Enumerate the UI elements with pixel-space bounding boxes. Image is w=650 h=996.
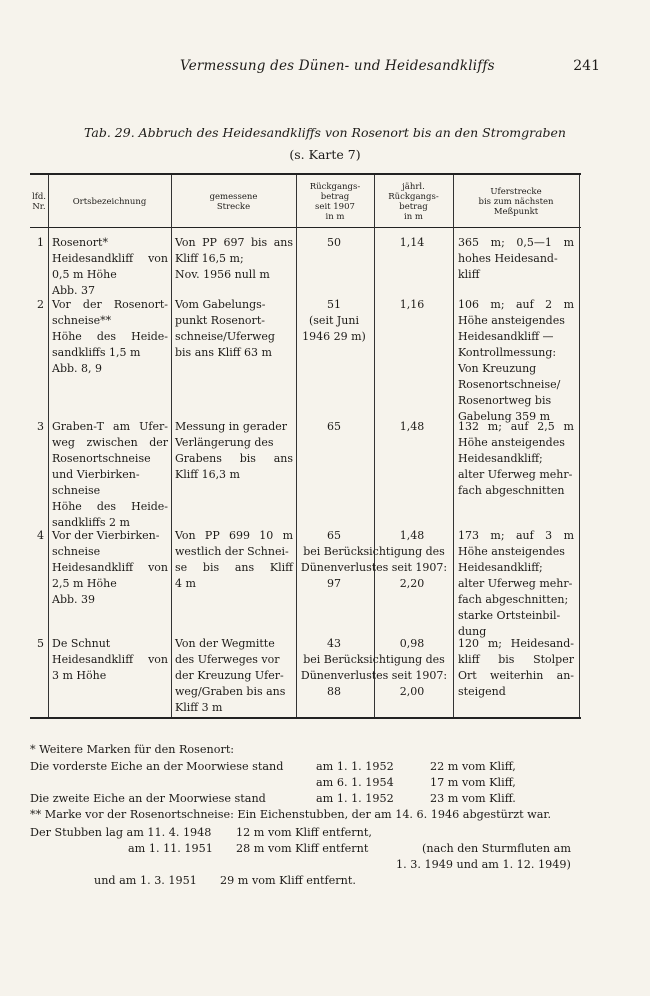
cell-rueckgang: 51 (seit Juni 1946 29 m) (302, 298, 366, 343)
row-number: 4 (37, 529, 44, 542)
cell-ortsbezeichnung: Graben-T am Ufer- weg zwischen der Rosenortschneise und Vierbirken- schneise Höhe des Heide- sandkliffs 2 m (52, 420, 168, 529)
footnote-line: und am 1. 3. 1951 29 m vom Kliff entfernt. (94, 874, 356, 887)
cell-jaehrlich: 1,48 (399, 420, 425, 433)
cell-uferstrecke: 173 m; auf 3 m Höhe ansteigendes Heidesandkliff; alter Uferweg mehr- fach abgeschnitten; starke Ortsteinbil- dung (458, 529, 574, 638)
cell-strecke: Vom Gabelungs- punkt Rosenort- schneise/Uferweg bis ans Kliff 63 m (175, 298, 275, 359)
table-bottom-rule (30, 717, 581, 719)
cell-note: bei Berücksichtigung des Dünenverlustes seit 1907: (300, 545, 448, 574)
footnote-heading: * Weitere Marken für den Rosenort: (30, 743, 235, 756)
cell-uferstrecke: 120 m; Heidesand- kliff bis Stolper Ort weiterhin an- steigend (458, 637, 574, 698)
cell-strecke: Von PP 699 10 m westlich der Schnei- se bis ans Kliff 4 m (175, 529, 293, 590)
cell-jaehrlich: 1,16 (399, 298, 425, 311)
footnote-marke: ** Marke vor der Rosenortschneise: Ein Eichenstubben, der am 14. 6. 1946 abgestürzt war. (30, 808, 552, 821)
cell-note: bei Berücksichtigung des Dünenverlustes seit 1907: (300, 653, 448, 682)
cell-uferstrecke: 106 m; auf 2 m Höhe ansteigendes Heidesandkliff — Kontrollmessung: Von Kreuzung Rosenortschneise/ Rosenortweg bis Gabelung 359 m (458, 298, 574, 423)
cell-strecke: Von PP 697 bis ans Kliff 16,5 m; Nov. 1956 null m (175, 236, 293, 281)
table-top-rule (30, 173, 581, 175)
cell-jaehrlich-adjusted: 2,00 (399, 685, 425, 698)
cell-strecke: Messung in gerader Verlängerung des Grabens bis ans Kliff 16,3 m (175, 420, 293, 481)
cell-jaehrlich-adjusted: 2,20 (399, 577, 425, 590)
column-divider (48, 175, 49, 717)
footnote-line: am 6. 1. 1954 17 m vom Kliff, (316, 776, 516, 789)
cell-uferstrecke: 132 m; auf 2,5 m Höhe ansteigendes Heidesandkliff; alter Uferweg mehr- fach abgeschnitten (458, 420, 574, 497)
cell-ortsbezeichnung: Rosenort* Heidesandkliff von 0,5 m Höhe Abb. 37 (52, 236, 168, 297)
header-nr: lfd. Nr. (31, 192, 46, 212)
cell-rueckgang-adjusted: 97 (327, 577, 341, 590)
column-divider (579, 175, 580, 717)
cell-strecke: Von der Wegmitte des Uferweges vor der Kreuzung Ufer- weg/Graben bis ans Kliff 3 m (175, 637, 286, 714)
running-title: Vermessung des Dünen- und Heidesandkliffs (180, 58, 495, 74)
cell-rueckgang-adjusted: 88 (327, 685, 341, 698)
column-divider (296, 175, 297, 717)
table-header-rule (30, 227, 581, 228)
cell-ortsbezeichnung: Vor der Vierbirken- schneise Heidesandkliff von 2,5 m Höhe Abb. 39 (52, 529, 168, 606)
footnote-line: Der Stubben lag am 11. 4. 1948 12 m vom Kliff entfernt, (30, 826, 372, 839)
caption-title: Tab. 29. Abbruch des Heidesandkliffs von Rosenort bis an den Stromgraben (84, 125, 566, 140)
cell-rueckgang: 50 (327, 236, 341, 249)
header-strecke: gemessene Strecke (209, 192, 258, 212)
header-ortsbezeichnung: Ortsbezeichnung (72, 197, 147, 207)
cell-uferstrecke: 365 m; 0,5—1 m hohes Heidesand- kliff (458, 236, 574, 281)
footnote-line: Die zweite Eiche an der Moorwiese stand am 1. 1. 1952 23 m vom Kliff. (30, 792, 516, 805)
column-divider (453, 175, 454, 717)
row-number: 2 (37, 298, 44, 311)
caption-reference: (s. Karte 7) (289, 147, 361, 162)
footnote-line: am 1. 11. 1951 28 m vom Kliff entfernt (nach den Sturmfluten am (128, 842, 571, 855)
cell-rueckgang: 43 (327, 637, 341, 650)
page-number: 241 (573, 58, 600, 74)
cell-jaehrlich: 1,48 (399, 529, 425, 542)
cell-jaehrlich: 0,98 (399, 637, 425, 650)
footnote-line: 1. 3. 1949 und am 1. 12. 1949) (396, 858, 571, 871)
header-rueckgangsbetrag: Rückgangs- betrag seit 1907 in m (309, 182, 361, 222)
cell-rueckgang: 65 (327, 420, 341, 433)
cell-jaehrlich: 1,14 (399, 236, 425, 249)
cell-rueckgang: 65 (327, 529, 341, 542)
table-caption (30, 122, 620, 166)
header-jaehrl-betrag: jährl. Rückgangs- betrag in m (388, 182, 439, 222)
footnote-line: Die vorderste Eiche an der Moorwiese stand am 1. 1. 1952 22 m vom Kliff, (30, 760, 516, 773)
row-number: 5 (37, 637, 44, 650)
column-divider (171, 175, 172, 717)
row-number: 3 (37, 420, 44, 433)
header-uferstrecke: Uferstrecke bis zum nächsten Meßpunkt (478, 187, 554, 217)
cell-ortsbezeichnung: De Schnut Heidesandkliff von 3 m Höhe (52, 637, 168, 682)
running-header (30, 58, 600, 78)
column-divider (374, 175, 375, 717)
row-number: 1 (37, 236, 44, 249)
cell-ortsbezeichnung: Vor der Rosenort- schneise** Höhe des Heide- sandkliffs 1,5 m Abb. 8, 9 (52, 298, 168, 375)
